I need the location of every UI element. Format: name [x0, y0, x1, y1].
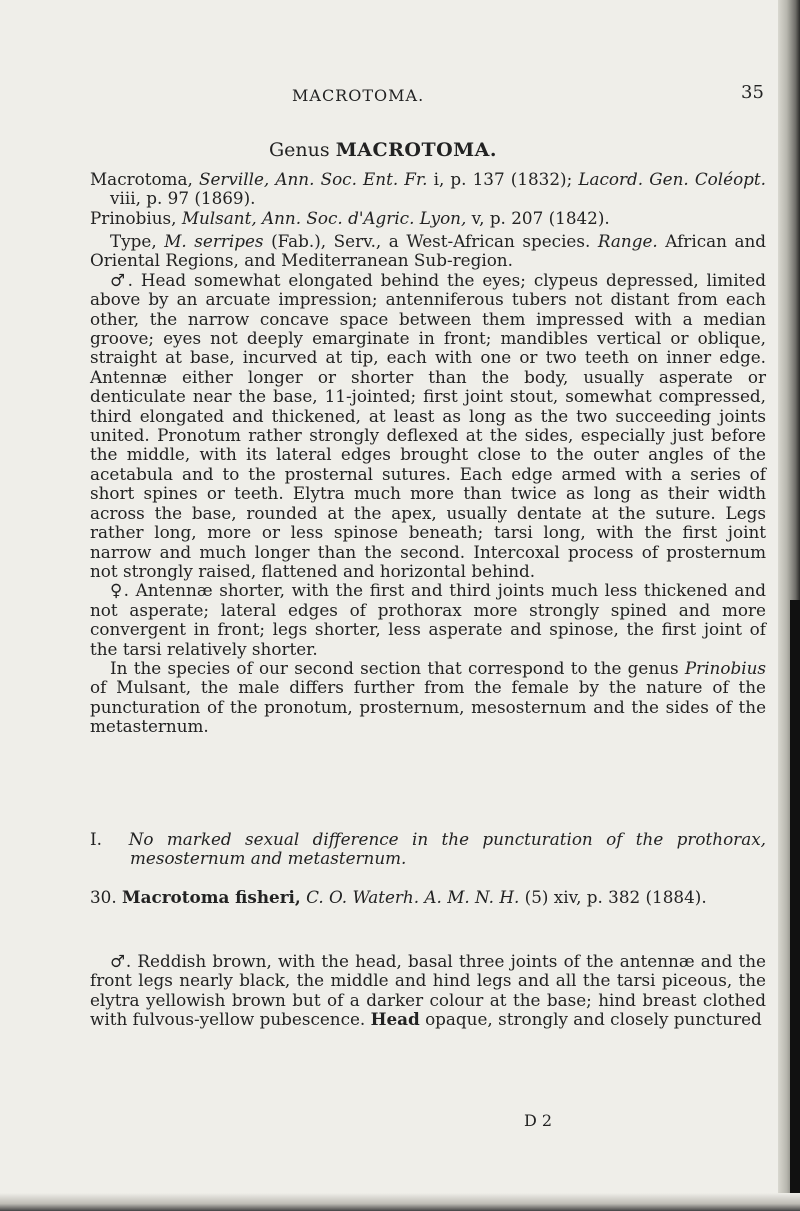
type-paragraph: Type, M. serripes (Fab.), Serv., a West-African species. Range. African and Oriental Regions, and Mediterranean Sub-region. — [90, 231, 767, 271]
genus-heading — [269, 139, 497, 161]
species-description: ♂. Reddish brown, with the head, basal three joints of the antennæ and the front legs nearly black, the middle and hind legs and all the tarsi piceous, the elytra yellowish brown but of a darker colour at the base; hind breast clothed with fulvous-yellow pubescence. Head opaque, strongly and closely punctured — [90, 951, 766, 1030]
key-text: No marked sexual difference in the puncturation of the prothorax, mesosternum and metasternum. — [128, 829, 766, 869]
running-head: MACROTOMA. — [292, 86, 425, 105]
species-entry: 30. Macrotoma fisheri, C. O. Waterh. A. M. N. H. (5) xiv, p. 382 (1884). — [90, 887, 707, 907]
key-heading — [90, 830, 766, 869]
female-paragraph: ♀. Antennæ shorter, with the first and third joints much less thickened and not asperate; lateral edges of prothorax more strongly spined and more convergent in front; legs shorter, less asperate and spinose, the first joint of the tarsi relatively shorter. — [90, 580, 766, 659]
male-symbol: ♂. — [110, 951, 132, 971]
synonymy-entry: Prinobius, Mulsant, Ann. Soc. d'Agric. Lyon, v, p. 207 (1842). — [90, 207, 610, 228]
binding-shadow — [790, 600, 800, 1211]
key-numeral: I. — [90, 829, 102, 849]
species-name: Macrotoma fisheri, — [122, 887, 301, 907]
male-symbol: ♂. — [110, 269, 133, 290]
male-paragraph: ♂. Head somewhat elongated behind the eyes; clypeus depressed, limited above by an arcuate impression; antenniferous tubers not distant from each other, the narrow concave space between them impressed with a median groove; eyes not deeply emarginate in front; mandibles vertical or oblique, straight at base, incurved at tip, each with one or two teeth on inner edge. Antennæ either longer or shorter than the body, usually asperate or denticulate near the base, 11-jointed; first joint stout, somewhat compressed, third elongated and thickened, at least as long as the two succeeding joints united. Pronotum rather strongly deflexed at the sides, especially just before the middle, with its lateral edges brought close to the outer angles of the acetabula and to the prosternal sutures. Each edge armed with a series of short spines or teeth. Elytra much more than twice as long as their width across the base, rounded at the apex, usually dentate at the suture. Legs rather long, more or less spinose beneath; tarsi long, with the first joint narrow and much longer than the second. Intercoxal process of prosternum not strongly raised, flattened and horizontal behind. — [90, 269, 766, 581]
synonymy-entry: Macrotoma, Serville, Ann. Soc. Ent. Fr. i, p. 137 (1832); Lacord. Gen. Coléopt. viii, p. 97 (1869). — [90, 169, 767, 209]
genus-heading-name: MACROTOMA. — [335, 139, 498, 161]
genus-heading-prefix: Genus — [269, 139, 330, 161]
page-number: 35 — [741, 82, 764, 103]
synonymy-block — [90, 170, 766, 228]
female-symbol: ♀. — [110, 580, 129, 601]
species-citation: C. O. Waterh. A. M. N. H. — [306, 887, 520, 907]
species-number: 30. — [90, 887, 117, 907]
genus-description — [90, 232, 766, 737]
bottom-edge-shadow — [0, 1193, 800, 1211]
signature-mark: D 2 — [524, 1111, 553, 1130]
section-paragraph: In the species of our second section that correspond to the genus Prinobius of Mulsant, the male differs further from the female by the nature of the puncturation of the pronotum, prosternum, mesosternum and the sides of the metasternum. — [90, 657, 766, 737]
